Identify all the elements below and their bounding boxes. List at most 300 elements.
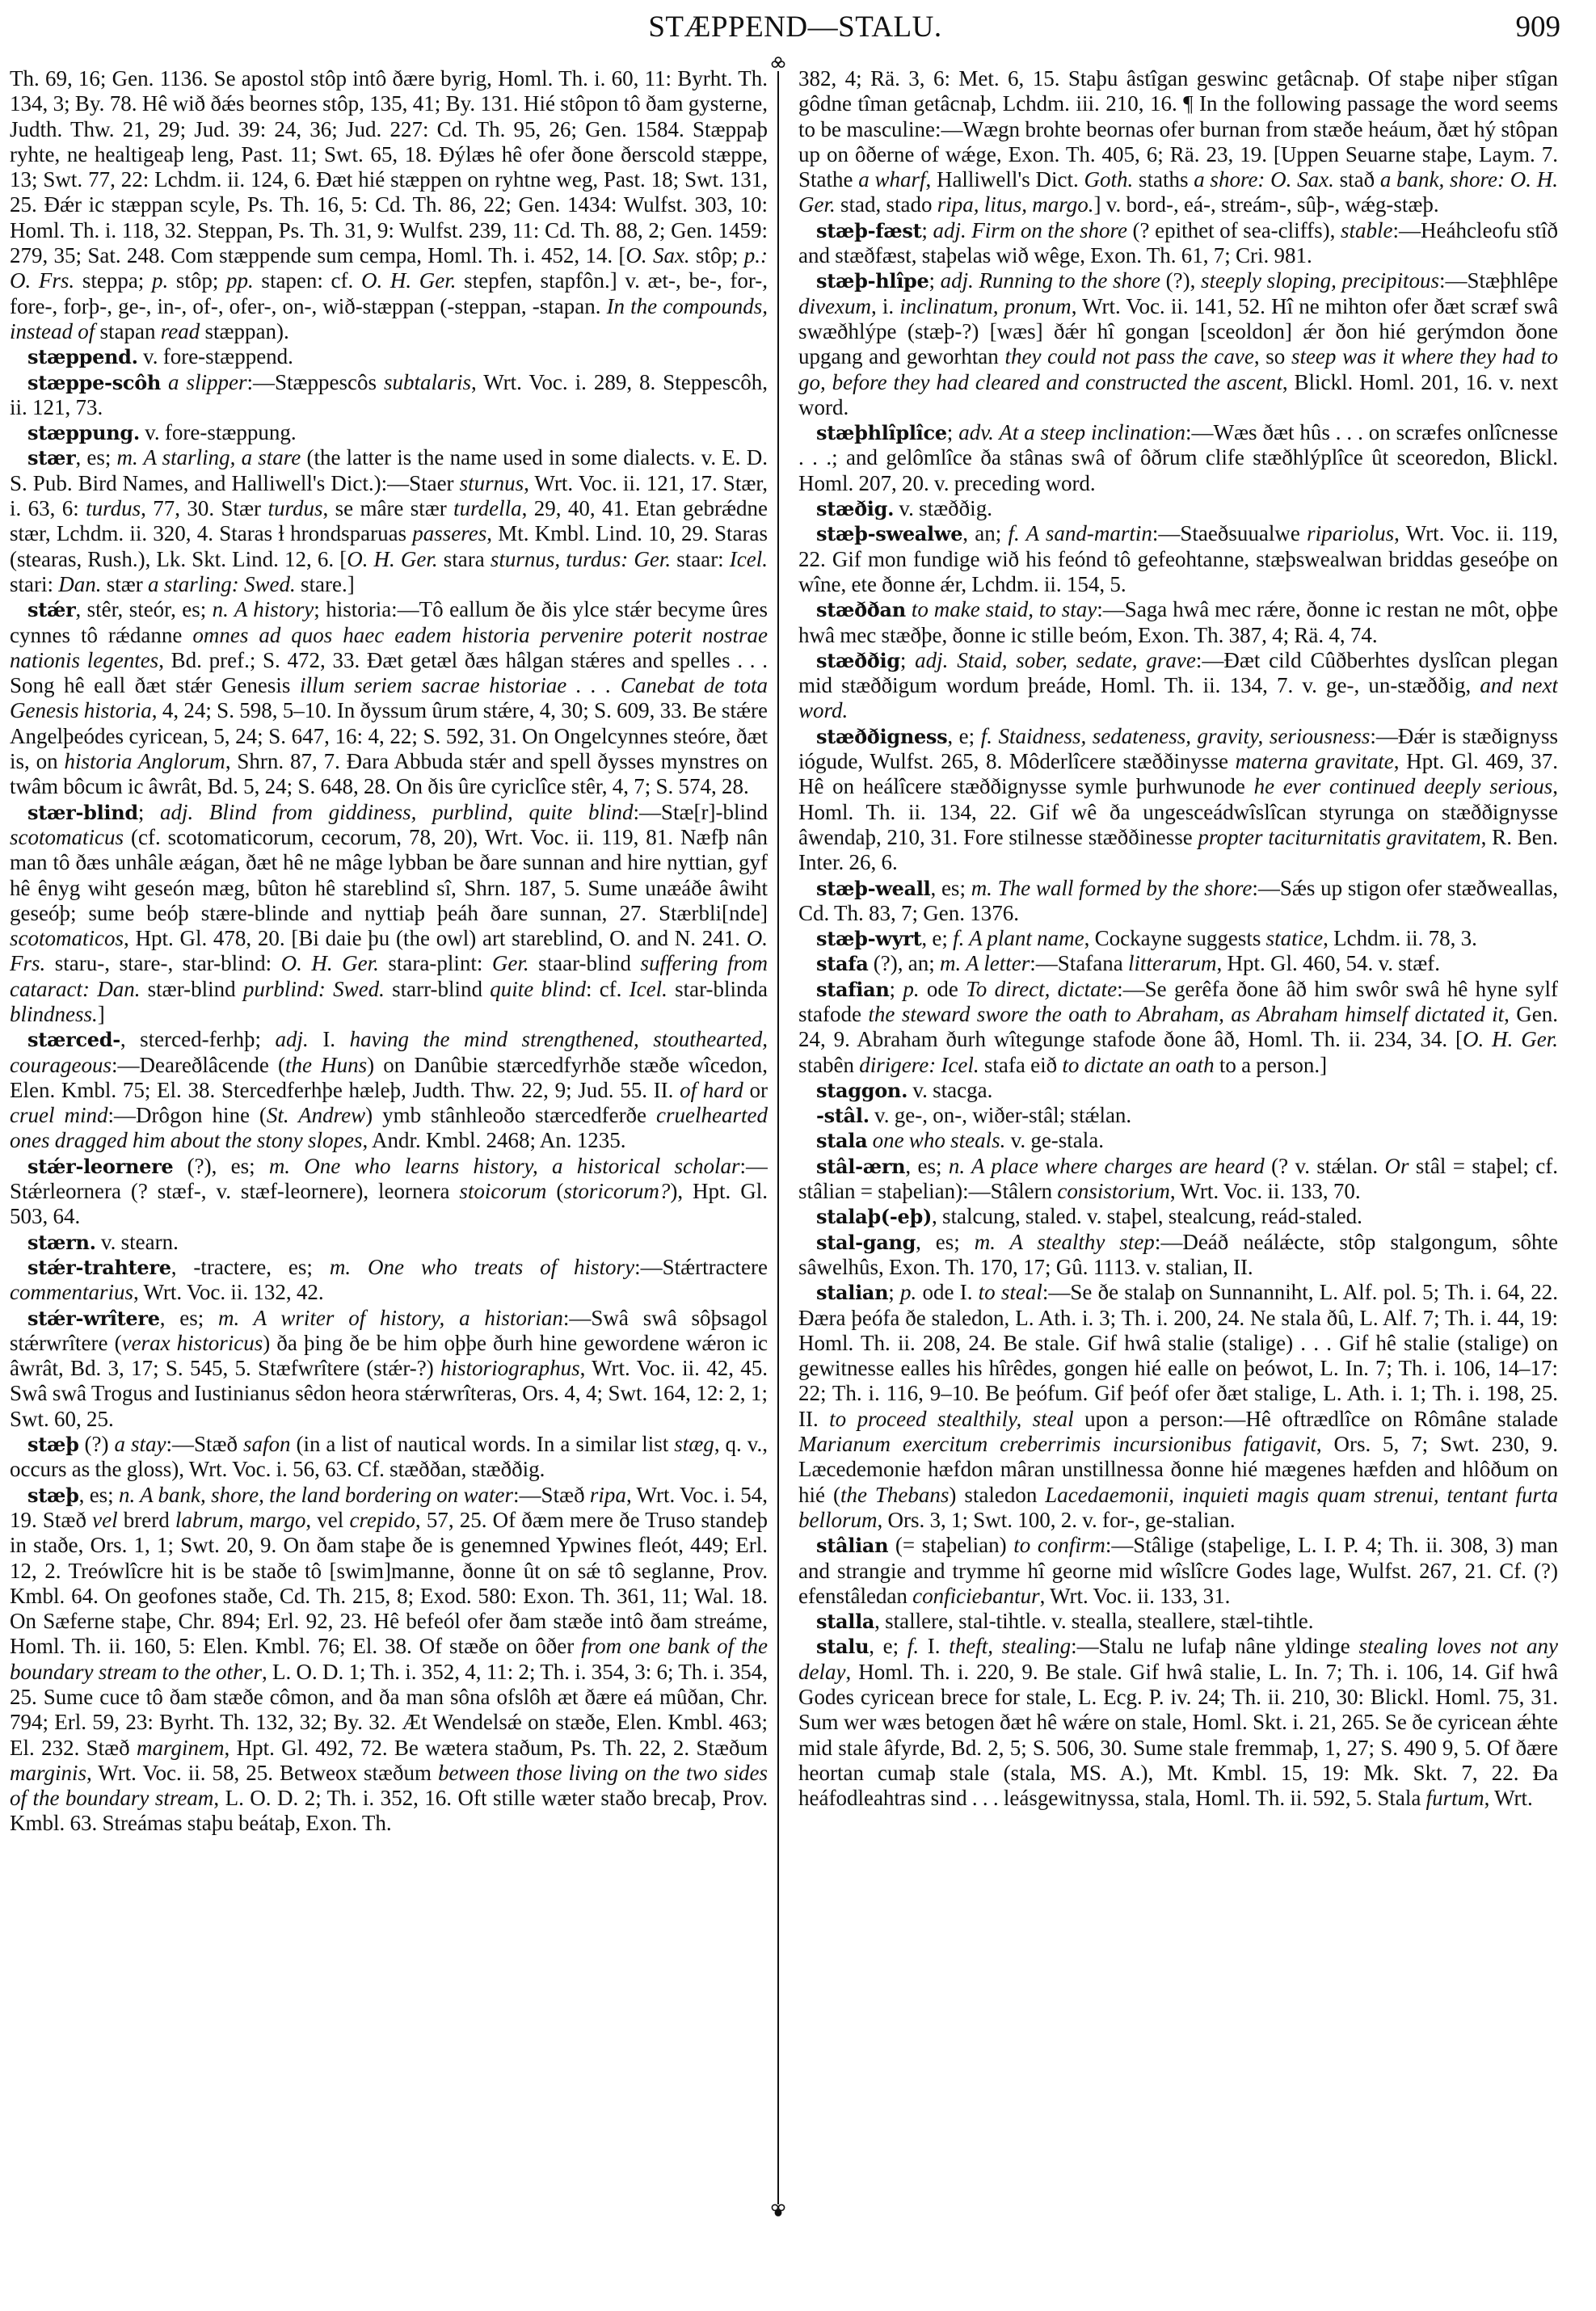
italic-gloss: between those living on the two sides of the boundary stream bbox=[10, 1760, 768, 1811]
italic-gloss: Goth. bbox=[1084, 167, 1134, 192]
entry-text: ; bbox=[888, 1280, 901, 1305]
entry-text: , Wrt. Voc. ii. 42, 45. Swâ swâ Trogus and Iustinianus sêdon heora stǽrwrîteras, Ors. 4, 4; Swt. 164, 12: 2, 1; Swt. 60, 25. bbox=[10, 1356, 768, 1431]
entry-text: stepfen, stapfôn.] v. æt-, be-, for-, fore-, forþ-, ge-, in-, of-, ofer-, on-, wið-stæppan (-steppan, -stapan. bbox=[10, 268, 768, 318]
headword: -stâl. bbox=[816, 1104, 870, 1128]
italic-gloss: Lacedaemonii, inquieti magis quam strenui, tentant furta bellorum bbox=[798, 1482, 1558, 1532]
headword: stæþ-fæst bbox=[816, 218, 922, 242]
entry-text: , Mt. Kmbl. Lind. 10, 29. Staras (stearas, Rush.), Lk. Skt. Lind. 12, 6. [ bbox=[10, 521, 768, 571]
entry-text: ), Hpt. Gl. 503, 64. bbox=[10, 1179, 768, 1229]
italic-gloss: historiographus bbox=[440, 1356, 580, 1381]
entry-text: stabên bbox=[798, 1052, 860, 1077]
entry-text: , 57, 25. Of ðæm mere ðe Truso standeþ in staðe, Ors. 1, 1; Swt. 20, 9. On ðam staþe ðe is genemned Ypwines fleót, 449; Erl. 12, 2. Treówlîcre hit is be staðe tô [swim]manne, ðonne ût on sǽ tô seglanne, Prov. Kmbl. 64. On geofones staðe, Cd. Th. 215, 8; Exod. 580: Exon. Th. 361, 11; Wal. 18. On Sæferne staþe, Chr. 894; Erl. 92, 23. Hê befeól ofer ðam stæðe intô ðam streáme, Homl. Th. ii. 160, 5: Elen. Kmbl. 76; El. 38. Of stæðe on ôðer bbox=[10, 1507, 768, 1659]
entry-text: stare.] bbox=[295, 571, 355, 596]
entry-text: ) staledon bbox=[949, 1482, 1046, 1507]
italic-gloss: O. H. Ger. bbox=[360, 268, 457, 293]
italic-gloss: scotomaticos bbox=[10, 926, 124, 951]
column-ornament-bottom-icon bbox=[771, 2203, 785, 2217]
dictionary-entry bbox=[798, 648, 1558, 724]
entry-text: :—Stæþhlêpe bbox=[1439, 268, 1558, 293]
italic-gloss: turdus bbox=[267, 496, 323, 521]
entry-text: ; bbox=[929, 268, 941, 293]
entry-text: stað bbox=[1333, 167, 1380, 192]
dictionary-entry bbox=[798, 926, 1558, 951]
page-title: STÆPPEND—STALU. bbox=[648, 11, 942, 44]
headword: stæððig bbox=[816, 648, 900, 672]
italic-gloss: stoicorum bbox=[459, 1179, 547, 1204]
italic-gloss: materna gravitate bbox=[1235, 749, 1394, 774]
entry-text: stær bbox=[101, 571, 149, 596]
italic-gloss: passeres bbox=[412, 521, 487, 546]
entry-text: , Wrt. Voc. ii. 121, 17. Stær, i. 63, 6: bbox=[10, 470, 768, 521]
italic-gloss: purblind: Swed. bbox=[242, 976, 385, 1001]
entry-text: :—Deareðlâcende ( bbox=[111, 1052, 286, 1077]
dictionary-entry bbox=[10, 420, 768, 445]
entry-text: , q. v., occurs as the gloss), Wrt. Voc. i. 56, 63. Cf. stæððan, stæððig. bbox=[10, 1432, 768, 1482]
entry-text: , Hpt. Gl. 460, 54. v. stæf. bbox=[1216, 951, 1440, 976]
entry-text: v. stæððig. bbox=[894, 496, 992, 521]
headword: stæþhlîplîce bbox=[816, 421, 947, 445]
headword: stæppe-scôh bbox=[27, 370, 162, 394]
entry-text: , an; bbox=[962, 521, 1009, 546]
dictionary-entry bbox=[798, 597, 1558, 648]
headword: stǽr-leornere bbox=[27, 1154, 174, 1178]
italic-gloss: propter taciturnitatis gravitatem bbox=[1198, 824, 1481, 849]
italic-gloss: n. A history bbox=[212, 597, 314, 622]
entry-text: , Wrt. Voc. ii. 119, 22. Gif mon fundige wið his feónd tô gefeohtanne, stæþswealwan briddas geseóþe on wîne, ete ðonne ǽr, Lchdm. ii. 154, 5. bbox=[798, 521, 1558, 596]
italic-gloss: marginis bbox=[10, 1760, 87, 1785]
italic-gloss: scotomaticus bbox=[10, 824, 124, 849]
italic-gloss: a slipper bbox=[161, 369, 247, 394]
entry-text: :—Saga hwâ mec rǽre, ðonne ic restan ne môt, oþþe hwâ mec stæðþe, ðonne ic stille beóm, Exon. Th. 387, 4; Rä. 4, 74. bbox=[798, 597, 1558, 647]
headword: stalaþ(-eþ) bbox=[816, 1205, 933, 1229]
italic-gloss: adj. Blind from giddiness, purblind, quite blind bbox=[159, 799, 634, 824]
italic-gloss: m. A stealthy step bbox=[974, 1229, 1155, 1254]
italic-gloss: theft, stealing bbox=[949, 1634, 1072, 1659]
entry-text: :—Drôgon hine ( bbox=[107, 1103, 267, 1128]
entry-text: (= staþelian) bbox=[888, 1533, 1014, 1558]
italic-gloss: adj. Firm on the shore bbox=[933, 217, 1127, 242]
entry-text: brerd bbox=[117, 1507, 175, 1532]
entry-text: , Ors. 3, 1; Swt. 100, 2. v. for-, ge-stalian. bbox=[877, 1507, 1236, 1532]
entry-text: ; bbox=[946, 420, 959, 445]
italic-gloss: stealing loves not any delay bbox=[798, 1634, 1558, 1684]
entry-text: , Hpt. Gl. 478, 20. [Bi daie þu (the owl) art stareblind, O. and N. 241. bbox=[124, 926, 747, 951]
italic-gloss: blindness. bbox=[10, 1001, 98, 1026]
entry-text: ] v. bord-, eá-, streám-, sûþ-, wǽg-stæþ. bbox=[1093, 192, 1439, 217]
entry-text: , stalcung, staled. v. staþel, stealcung, reád-staled. bbox=[932, 1204, 1362, 1229]
italic-gloss: sturnus bbox=[459, 470, 524, 495]
italic-gloss: vel bbox=[92, 1507, 118, 1532]
running-head bbox=[0, 10, 1596, 45]
entry-text: , Wrt. Voc. ii. 133, 31. bbox=[1039, 1583, 1231, 1608]
entry-text: ) ða þing ðe be him oþþe ðurh hine gewordene wǽron ic âwrât, Bd. 3, 17; S. 545, 5. Stæfwrîtere (stǽr-?) bbox=[10, 1330, 768, 1381]
entry-text: , Andr. Kmbl. 2468; An. 1235. bbox=[362, 1128, 626, 1153]
entry-text: stôp; bbox=[168, 268, 227, 293]
entry-text: , i. bbox=[870, 293, 900, 318]
italic-gloss: to make staid, to stay bbox=[905, 597, 1097, 622]
italic-gloss: to proceed stealthily, steal bbox=[829, 1406, 1074, 1431]
entry-text: , Homl. Th. i. 220, 9. Be stale. Gif hwâ stalie, L. In. 7; Th. i. 106, 14. Gif hwâ Godes cyricean brece for stale, L. Ecg. P. iv. 24; Th. ii. 210, 30: Blickl. Homl. 75, 31. Sum wer wæs betogen ðæt hê wǽre on stale, Homl. Skt. i. 21, 265. Se ðe cyricean ǽhte mid stale âfyrde, Bd. 2, 5; S. 506, 30. Sume stale fremmaþ, 1, 27; S. 490 9, 5. Of ðære heortan cumaþ stale (stala, MS. A.), Mt. Kmbl. 15, 19: Mk. Skt. 7, 22. Ða heáfodleahtras sind . . . leásgewitnyssa, stala, Homl. Th. ii. 592, 5. Stala bbox=[798, 1659, 1558, 1811]
entry-text: , es; bbox=[930, 875, 971, 900]
headword: stær-blind bbox=[27, 800, 138, 824]
entry-text: staar: bbox=[671, 546, 730, 571]
italic-gloss: Icel. bbox=[729, 546, 768, 571]
italic-gloss: stæg bbox=[674, 1432, 714, 1457]
dictionary-entry bbox=[798, 496, 1558, 521]
headword: stâl-ærn bbox=[816, 1154, 906, 1178]
entry-text: staths bbox=[1133, 167, 1194, 192]
italic-gloss: f. A sand-martin bbox=[1008, 521, 1152, 546]
italic-gloss: p. bbox=[903, 976, 920, 1001]
italic-gloss: storicorum? bbox=[563, 1179, 671, 1204]
entry-text: v. fore-stæppung. bbox=[139, 420, 297, 445]
entry-text: :—Staeðsuualwe bbox=[1152, 521, 1308, 546]
italic-gloss: steep was it where they had to go, before they had cleared and constructed the ascent bbox=[798, 344, 1558, 394]
italic-gloss: labrum, margo bbox=[175, 1507, 306, 1532]
headword: stǽr-wrîtere bbox=[27, 1306, 160, 1330]
italic-gloss: O. H. Ger. bbox=[347, 546, 438, 571]
dictionary-entry bbox=[798, 268, 1558, 420]
entry-text: , sterced-ferhþ; bbox=[120, 1027, 276, 1052]
dictionary-entry bbox=[10, 1027, 768, 1153]
dictionary-entry bbox=[10, 800, 768, 1028]
italic-gloss: quite blind bbox=[490, 976, 586, 1001]
italic-gloss: of hard bbox=[680, 1077, 743, 1102]
entry-text: stapen: cf. bbox=[253, 268, 361, 293]
dictionary-entry bbox=[798, 1103, 1558, 1128]
headword: stær bbox=[27, 446, 76, 470]
entry-text: , Gen. 24, 9. Abraham ðurh wîtegunge stafode ðone âð, Homl. Th. ii. 234, 34. [ bbox=[798, 1001, 1558, 1052]
entry-text: , Wrt. Voc. ii. 132, 42. bbox=[133, 1280, 324, 1305]
entry-text: stapan bbox=[95, 318, 161, 343]
italic-gloss: Or bbox=[1384, 1153, 1409, 1178]
italic-gloss: adv. At a steep inclination bbox=[958, 420, 1186, 445]
italic-gloss: m. One who treats of history bbox=[329, 1254, 635, 1279]
headword: stalu bbox=[816, 1635, 870, 1659]
italic-gloss: a bank, shore: O. H. Ger. bbox=[798, 167, 1558, 217]
entry-text: :—Ðǽr is stæðignyss iógude, Wulfst. 265, 8. Môderlîcere stæððinysse bbox=[798, 723, 1558, 774]
entry-text: :—Se gerêfa ðone âð him swôr swâ hê hyne sylf stafode bbox=[798, 976, 1558, 1026]
entry-text: (? v. stǽlan. bbox=[1264, 1153, 1385, 1178]
entry-text: , Wrt. Voc. i. 54, 19. Stæð bbox=[10, 1482, 768, 1532]
italic-gloss: the steward swore the oath to Abraham, as Abraham himself dictated it bbox=[868, 1001, 1505, 1026]
italic-gloss: m. A writer of history, a historian bbox=[218, 1305, 563, 1330]
italic-gloss: and next word. bbox=[798, 673, 1558, 723]
italic-gloss: m. A letter bbox=[939, 951, 1030, 976]
italic-gloss: adj. Staid, sober, sedate, grave bbox=[915, 647, 1196, 672]
dictionary-entry bbox=[798, 1609, 1558, 1634]
entry-text: , Blickl. Homl. 201, 16. v. next word. bbox=[798, 369, 1558, 419]
italic-gloss: conficiebantur bbox=[912, 1583, 1040, 1608]
entry-text: stæppan). bbox=[200, 318, 289, 343]
entry-text: (?), an; bbox=[868, 951, 940, 976]
dictionary-entry bbox=[798, 218, 1558, 269]
entry-text: , 77, 30. Stær bbox=[141, 496, 268, 521]
entry-text: , e; bbox=[921, 926, 954, 951]
entry-text: , Wrt. Voc. i. 289, 8. Steppescôh, ii. 121, 73. bbox=[10, 369, 768, 419]
entry-text: ) on Danûbie stærcedfyrhðe stæðe wîcedon, Elen. Kmbl. 75; El. 38. Stercedferhþe hæleþ, Judth. Thw. 22, 9; Jud. 55. II. bbox=[10, 1052, 768, 1102]
entry-text: (?) bbox=[78, 1432, 115, 1457]
entry-text: :—Stæppescôs bbox=[246, 369, 384, 394]
italic-gloss: p.: O. Frs. bbox=[10, 243, 768, 293]
italic-gloss: p. bbox=[900, 1280, 917, 1305]
entry-text: starr-blind bbox=[384, 976, 491, 1001]
entry-continuation bbox=[10, 66, 768, 344]
headword: stâlian bbox=[816, 1534, 889, 1558]
headword: stæþ-wyrt bbox=[816, 927, 922, 951]
entry-text: , 4, 24; S. 598, 5–10. In ðyssum ûrum stǽre, 4, 30; S. 609, 33. Be stǽre Angelþeódes cyricean, 5, 24; S. 647, 16: 4, 22; S. 592, 31. On Ongelcynnes steóre, ðæt is, on bbox=[10, 698, 768, 774]
entry-text: :—Stǽrtractere bbox=[634, 1254, 768, 1279]
italic-gloss: turdella bbox=[453, 496, 522, 521]
entry-text: ; bbox=[921, 217, 933, 242]
italic-gloss: m. The wall formed by the shore bbox=[971, 875, 1253, 900]
entry-text: , Ors. 5, 7; Swt. 230, 9. Læcedemonie hæfdon mâran unstillnessa ðonne hié mægenes hæfden and hlôðum on hié ( bbox=[798, 1432, 1558, 1507]
italic-gloss: a wharf bbox=[858, 167, 926, 192]
headword: stǽr bbox=[27, 598, 76, 622]
dictionary-entry bbox=[798, 951, 1558, 976]
entry-text: ; bbox=[889, 976, 903, 1001]
dictionary-entry bbox=[10, 1432, 768, 1483]
italic-gloss: To direct, dictate bbox=[966, 976, 1118, 1001]
entry-text: steppa; bbox=[74, 268, 152, 293]
italic-gloss: crepido bbox=[349, 1507, 415, 1532]
italic-gloss: omnes ad quos haec eadem historia pervenire poterit nostrae nationis legentes bbox=[10, 622, 768, 672]
italic-gloss: Dan. bbox=[58, 571, 102, 596]
dictionary-entry bbox=[798, 1533, 1558, 1609]
entry-text: :—Stæð bbox=[513, 1482, 590, 1507]
italic-gloss: commentarius bbox=[10, 1280, 133, 1305]
entry-text: staar-blind bbox=[528, 951, 641, 976]
entry-text: :—Wæs ðæt hûs . . . on scræfes onlîcnesse . . .; and gelômlîce ða stânas swâ of ôðrum clife stæðhlýplîce ût sceoredon, Blickl. Homl. 207, 20. v. preceding word. bbox=[798, 420, 1558, 495]
entry-text: stær-blind bbox=[140, 976, 243, 1001]
headword: stalian bbox=[816, 1281, 889, 1305]
entry-text: , es; bbox=[916, 1229, 975, 1254]
italic-gloss: divexum bbox=[798, 293, 871, 318]
left-column bbox=[10, 66, 768, 2199]
entry-text: I. bbox=[308, 1027, 350, 1052]
entry-text: , Cockayne suggests bbox=[1084, 926, 1266, 951]
entry-text: , es; bbox=[75, 445, 117, 470]
entry-text: upon a person:—Hê oftrædlîce on Rômâne stalade bbox=[1073, 1406, 1558, 1431]
entry-text: v. ge-, on-, wiðer-stâl; stǽlan. bbox=[869, 1103, 1132, 1128]
entry-text: :—Stalu ne lufaþ nâne yldinge bbox=[1071, 1634, 1359, 1659]
italic-gloss: n. A bank, shore, the land bordering on water bbox=[119, 1482, 514, 1507]
dictionary-entry bbox=[798, 1078, 1558, 1103]
dictionary-entry bbox=[10, 1154, 768, 1230]
headword: stæðig. bbox=[816, 497, 895, 521]
entry-text: , Wrt. Voc. ii. 133, 70. bbox=[1169, 1179, 1361, 1204]
dictionary-entry bbox=[10, 445, 768, 597]
italic-gloss: statice bbox=[1265, 926, 1324, 951]
italic-gloss: one who steals. bbox=[867, 1128, 1006, 1153]
entry-text: (? epithet of sea-cliffs), bbox=[1126, 217, 1341, 242]
headword: stæððan bbox=[816, 598, 906, 622]
headword: stæððigness bbox=[816, 724, 948, 748]
headword: stæppung. bbox=[27, 421, 140, 445]
italic-gloss: f. Staidness, sedateness, gravity, seriousness bbox=[980, 723, 1371, 748]
entry-text: v. ge-stala. bbox=[1005, 1128, 1105, 1153]
italic-gloss: f. bbox=[907, 1634, 920, 1659]
italic-gloss: m. One who learns history, a historical scholar bbox=[268, 1153, 740, 1178]
column-ornament-top-icon bbox=[771, 57, 785, 71]
italic-gloss: historia Anglorum bbox=[64, 749, 225, 774]
entry-text: ; historia:—Tô eallum ðe ðis ylce stǽr becyme ûres cynnes tô rǽdanne bbox=[10, 597, 768, 647]
entry-text: :—Sǽs up stigon ofer stæðweallas, Cd. Th. 83, 7; Gen. 1376. bbox=[798, 875, 1558, 925]
italic-gloss: cruel mind bbox=[10, 1103, 108, 1128]
italic-gloss: he ever continued deeply serious bbox=[1253, 774, 1553, 799]
entry-text: v. fore-stæppend. bbox=[137, 344, 293, 369]
entry-text: stara bbox=[437, 546, 491, 571]
dictionary-entry bbox=[798, 1230, 1558, 1281]
dictionary-entry bbox=[798, 420, 1558, 496]
headword: stal-gang bbox=[816, 1230, 916, 1254]
headword: stæþ bbox=[27, 1483, 79, 1507]
entry-text: :—Ðæt cild Cûðberhtes dyslîcan plegan mid stæððigum wordum þreáde, Homl. Th. ii. 134, 7. v. ge-, un-stæððig, bbox=[798, 647, 1558, 698]
entry-text: (cf. scotomaticorum, cecorum, 78, 20), Wrt. Voc. ii. 119, 81. Næfþ nân man tô ðæs unhâle æágan, ðæt hê ne mâge lybban be ðare sunnan and hire nyttian, gyf hê ênyg wiht geseón mæg, bûton hê stareblind sî, Shrn. 187, 5. Sume unæáðe âwiht geseóþ; sume beóþ stære-blinde and nyttiaþ þeáh ðare sunnan, 27. Stærbli[nde] bbox=[10, 824, 768, 925]
headword: stæppend. bbox=[27, 345, 138, 369]
dictionary-entry bbox=[10, 344, 768, 369]
dictionary-entry bbox=[798, 977, 1558, 1078]
entry-text: , Halliwell's Dict. bbox=[925, 167, 1084, 192]
dictionary-entry bbox=[798, 1634, 1558, 1811]
entry-text: , es; bbox=[159, 1305, 219, 1330]
entry-text: stara-plint: bbox=[378, 951, 492, 976]
entry-text: or bbox=[743, 1077, 768, 1102]
entry-text: , L. O. D. 1; Th. i. 352, 4, 11: 2; Th. i. 354, 3: 6; Th. i. 354, 25. Sume cuce tô ðam stæðe cômon, and ða man sôna ofslôh æt ðære eá mûðan, Chr. 794; Erl. 59, 23: Byrht. Th. 132, 32; By. 32. Æt Wendelsǽ on stæðe, Elen. Kmbl. 463; El. 232. Stæð bbox=[10, 1659, 768, 1760]
entry-text: v. stearn. bbox=[95, 1229, 179, 1254]
dictionary-entry bbox=[10, 1255, 768, 1306]
italic-gloss: to dictate an oath bbox=[1062, 1052, 1215, 1077]
column-divider bbox=[777, 71, 779, 2204]
entry-text: v. stacga. bbox=[907, 1077, 993, 1102]
italic-gloss: having the mind strengthened, stouthearted, courageous bbox=[10, 1027, 768, 1077]
entry-text: ) ymb stânhleoðo stærcedferðe bbox=[365, 1103, 657, 1128]
entry-text: , L. O. D. 2; Th. i. 352, 16. Oft stille wæter staðo brecaþ, Prov. Kmbl. 63. Streámas staþu beátaþ, Exon. Th. bbox=[10, 1786, 768, 1836]
entry-text: , e; bbox=[947, 723, 981, 748]
italic-gloss: verax historicus bbox=[121, 1330, 263, 1355]
italic-gloss: St. Andrew bbox=[266, 1103, 366, 1128]
entry-text: , stêr, steór, es; bbox=[75, 597, 213, 622]
entry-text: , so bbox=[1253, 344, 1291, 369]
headword: stærced- bbox=[27, 1028, 120, 1052]
headword: stalla bbox=[816, 1610, 875, 1634]
headword: stala bbox=[816, 1129, 868, 1153]
entry-text: :—Stafana bbox=[1030, 951, 1128, 976]
entry-text: , -tractere, es; bbox=[171, 1254, 330, 1279]
dictionary-entry bbox=[798, 521, 1558, 597]
entry-text: staru-, stare-, star-blind: bbox=[45, 951, 281, 976]
italic-gloss: Marianum exercitum creberrimis incursionibus fatigavit bbox=[798, 1432, 1316, 1457]
dictionary-entry bbox=[10, 370, 768, 421]
italic-gloss: subtalaris bbox=[384, 369, 472, 394]
italic-gloss: m. A starling, a stare bbox=[116, 445, 301, 470]
entry-text: , R. Ben. Inter. 26, 6. bbox=[798, 824, 1558, 875]
italic-gloss: adj. bbox=[275, 1027, 309, 1052]
entry-text: :—Stǽrleornera (? stæf-, v. stæf-leornere), leornera bbox=[10, 1153, 768, 1204]
entry-text: , e; bbox=[869, 1634, 907, 1659]
italic-gloss: marginem bbox=[137, 1735, 225, 1760]
italic-gloss: a stay bbox=[114, 1432, 166, 1457]
entry-text: , es; bbox=[78, 1482, 120, 1507]
italic-gloss: stable bbox=[1340, 217, 1393, 242]
italic-gloss: a starling: Swed. bbox=[148, 571, 296, 596]
italic-gloss: safon bbox=[242, 1432, 291, 1457]
italic-gloss: the Thebans bbox=[840, 1482, 950, 1507]
italic-gloss: Icel. bbox=[629, 976, 667, 1001]
italic-gloss: inclinatum, pronum bbox=[899, 293, 1072, 318]
entry-text: ode I. bbox=[916, 1280, 979, 1305]
italic-gloss: cruelhearted ones dragged him about the stony slopes bbox=[10, 1103, 768, 1153]
italic-gloss: turdus bbox=[86, 496, 141, 521]
entry-text: :—Stâlige (staþelige, L. I. P. 4; Th. ii. 308, 3) man and strangie and trymme hî georne mid wîslîcre Godes lage, Wulfst. 267, 21. Cf. (?) efenstâledan bbox=[798, 1533, 1558, 1608]
page-number: 909 bbox=[1515, 11, 1560, 44]
italic-gloss: f. A plant name bbox=[953, 926, 1084, 951]
italic-gloss: from one bank of the boundary stream to the other bbox=[10, 1634, 768, 1684]
italic-gloss: ripa bbox=[589, 1482, 626, 1507]
dictionary-entry bbox=[10, 1230, 768, 1255]
italic-gloss: the Huns bbox=[285, 1052, 368, 1077]
entry-continuation bbox=[798, 66, 1558, 218]
entry-text: , Homl. Th. ii. 134, 22. Gif wê ða ungesceádwîslîcan styrunga on stæððignysse âwendaþ, 210, 31. Fore stilnesse stæððinesse bbox=[798, 774, 1558, 849]
entry-text: , Lchdm. ii. 78, 3. bbox=[1323, 926, 1477, 951]
entry-text: 382, 4; Rä. 3, 6: Met. 6, 15. Staþu âstîgan geswinc getâcnaþ. Of staþe niþer stîgan gôdne tîman getâcnaþ, Lchdm. iii. 210, 16. ¶ In the following passage the word seems to be masculine:—Wægn brohte beornas ofer burnan from stæðe heáum, ðæt hý stôpan up on ôðerne of wǽge, Exon. Th. 405, 6; Rä. 23, 19. [Uppen Seuarne staþe, Laym. 7. Stathe bbox=[798, 66, 1558, 192]
entry-text: star-blinda bbox=[667, 976, 768, 1001]
entry-text: stâl = staþel; cf. stâlian = staþelian):—Stâlern bbox=[798, 1153, 1558, 1204]
entry-text: , Hpt. Gl. 492, 72. Be wætera staðum, Ps. Th. 22, 2. Stæðum bbox=[224, 1735, 768, 1760]
italic-gloss: dirigere: Icel. bbox=[859, 1052, 979, 1077]
dictionary-entry bbox=[798, 1128, 1558, 1153]
entry-text: stad, stado bbox=[835, 192, 937, 217]
italic-gloss: they could not pass the cave bbox=[1004, 344, 1254, 369]
italic-gloss: O. H. Ger. bbox=[1463, 1027, 1558, 1052]
italic-gloss: a shore: O. Sax. bbox=[1194, 167, 1334, 192]
italic-gloss: illum seriem sacrae historiae . . . Canebat de tota Genesis historia bbox=[10, 673, 768, 723]
entry-text: :—Deáð neálǽcte, stôp stalgongum, sôhte sâwelhûs, Exon. Th. 170, 17; Gû. 1113. v. stalian, II. bbox=[798, 1229, 1558, 1279]
italic-gloss: furtum bbox=[1425, 1786, 1484, 1811]
italic-gloss: adj. Running to the shore bbox=[940, 268, 1160, 293]
italic-gloss: O. Frs. bbox=[10, 926, 768, 976]
dictionary-entry bbox=[798, 1154, 1558, 1205]
italic-gloss: sturnus, turdus: Ger. bbox=[490, 546, 672, 571]
italic-gloss: O. H. Ger. bbox=[280, 951, 379, 976]
entry-text: ( bbox=[546, 1179, 564, 1204]
entry-text: (the latter is the name used in some dialects. v. E. D. S. Pub. Bird Names, and Halliwell's Dict.):—Staer bbox=[10, 445, 768, 495]
entry-text: :—Heáhcleofu stîð and stæðfæst, staþelas wið wêge, Exon. Th. 61, 7; Cri. 981. bbox=[798, 217, 1558, 268]
entry-text: stafa eið bbox=[979, 1052, 1063, 1077]
dictionary-entry bbox=[10, 1483, 768, 1837]
dictionary-entry bbox=[798, 724, 1558, 876]
right-column bbox=[798, 66, 1558, 2199]
italic-gloss: to steal bbox=[978, 1280, 1042, 1305]
entry-text: , es; bbox=[905, 1153, 949, 1178]
headword: stærn. bbox=[27, 1230, 96, 1254]
italic-gloss: read bbox=[160, 318, 200, 343]
dictionary-entry bbox=[10, 597, 768, 799]
italic-gloss: pp. bbox=[226, 268, 254, 293]
entry-text: (?), es; bbox=[173, 1153, 269, 1178]
entry-text: , Wrt. bbox=[1484, 1786, 1533, 1811]
entry-text: (?), bbox=[1160, 268, 1201, 293]
italic-gloss: to confirm bbox=[1013, 1533, 1105, 1558]
entry-text: : cf. bbox=[585, 976, 630, 1001]
entry-text: :—Stæð bbox=[166, 1432, 243, 1457]
italic-gloss: suffering from cataract: Dan. bbox=[10, 951, 768, 1001]
italic-gloss: O. Sax. bbox=[625, 243, 690, 268]
entry-text: , stallere, stal-tihtle. v. stealla, steallere, stæl-tihtle. bbox=[874, 1609, 1314, 1634]
entry-text: Th. 69, 16; Gen. 1136. Se apostol stôp intô ðære byrig, Homl. Th. i. 60, 11: Byrht. Th. 134, 3; By. 78. Hê wið ðǽs beornes stôp, 135, 41; By. 131. Hié stôpon tô ðam gysterne, Judth. Thw. 21, 29; Jud. 39: 24, 36; Jud. 227: Cd. Th. 95, 26; Gen. 1584. Stæppaþ ryhte, ne healtigeaþ leng, Past. 11; Swt. 65, 18. Ðýlæs hê ofer ðone ðerscold stæppe, 13; Swt. 77, 22: Lchdm. ii. 124, 6. Ðæt hié stæppen on ryhtne weg, Past. 18; Swt. 131, 25. Ðǽr ic stæppan scyle, Ps. Th. 16, 5: Cd. Th. 86, 22; Gen. 1434: Wulfst. 303, 10: Homl. Th. i. 118, 32. Steppan, Ps. Th. 31, 9: Wulfst. 239, 11: Cd. Th. 88, 2; Gen. 1459: 279, 35; Sat. 248. Com stæppende sum cempa, Homl. Th. i. 452, 14. [ bbox=[10, 66, 768, 268]
entry-text: I. bbox=[919, 1634, 950, 1659]
italic-gloss: steeply sloping, precipitous bbox=[1200, 268, 1439, 293]
